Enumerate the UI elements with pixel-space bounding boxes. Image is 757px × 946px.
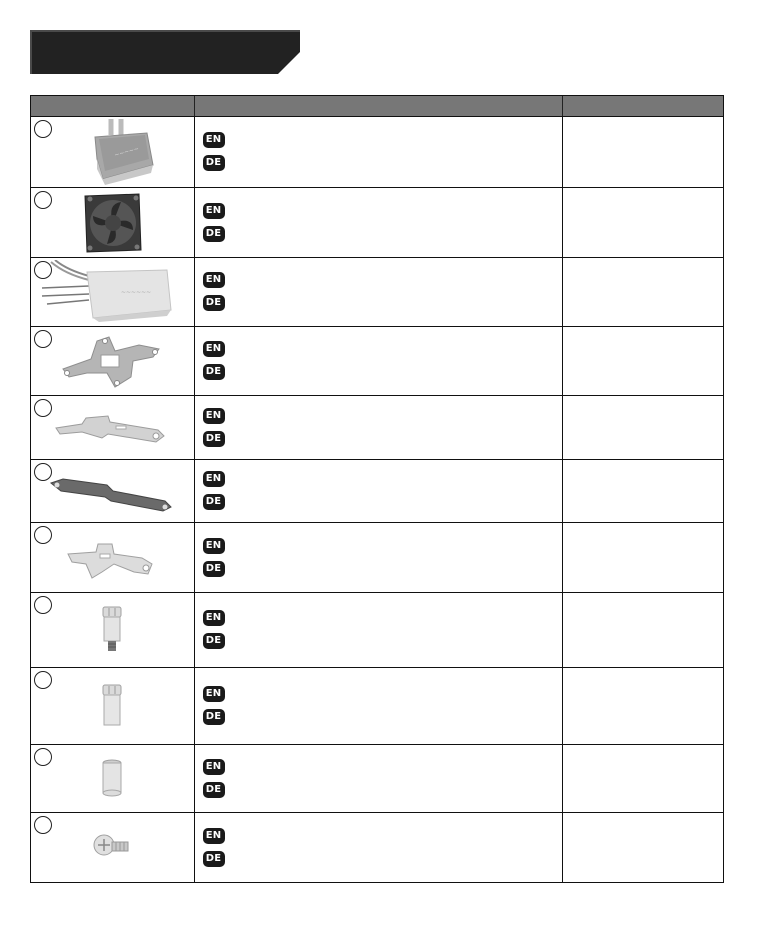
part-quantity-cell (563, 460, 723, 522)
english-line (203, 408, 225, 424)
part-description-cell (195, 327, 564, 395)
header-col-quantity (563, 96, 723, 116)
pump-block-icon (57, 119, 167, 185)
de-language-badge: DE (203, 494, 225, 510)
table-row (31, 326, 723, 395)
english-line (203, 341, 225, 357)
table-row (31, 187, 723, 257)
svg-text:~~~~~: ~~~~~ (113, 145, 140, 159)
part-image-cell (31, 668, 195, 744)
english-line (203, 538, 225, 554)
standoff-screw-icon (97, 605, 127, 655)
en-language-badge: EN (203, 132, 225, 148)
parts-table (30, 95, 724, 883)
part-description-cell (195, 117, 564, 187)
part-image-cell (31, 327, 195, 395)
part-description-cell (195, 668, 564, 744)
part-number-circle (34, 596, 52, 614)
part-quantity-cell (563, 813, 723, 882)
table-row (31, 522, 723, 592)
de-language-badge: DE (203, 851, 225, 867)
svg-text:~~~~~~: ~~~~~~ (121, 289, 152, 296)
part-quantity-cell (563, 668, 723, 744)
english-line (203, 471, 225, 487)
header-col-description (195, 96, 564, 116)
part-image-cell (31, 745, 195, 812)
en-language-badge: EN (203, 610, 225, 626)
table-row (31, 667, 723, 744)
part-image-cell (31, 593, 195, 667)
en-language-badge: EN (203, 203, 225, 219)
part-quantity-cell (563, 117, 723, 187)
german-line (203, 494, 225, 510)
en-language-badge: EN (203, 538, 225, 554)
part-number-circle (34, 330, 52, 348)
part-quantity-cell (563, 745, 723, 812)
table-row (31, 459, 723, 522)
table-row (31, 592, 723, 667)
en-language-badge: EN (203, 686, 225, 702)
part-description-cell (195, 188, 564, 257)
english-line (203, 203, 225, 219)
table-body (30, 117, 724, 883)
german-line (203, 364, 225, 380)
fan-icon (77, 190, 147, 256)
de-language-badge: DE (203, 431, 225, 447)
en-language-badge: EN (203, 828, 225, 844)
german-line (203, 295, 225, 311)
backplate-icon (57, 333, 167, 389)
en-language-badge: EN (203, 408, 225, 424)
part-description-cell (195, 460, 564, 522)
table-row (31, 117, 723, 187)
part-image-cell (31, 396, 195, 459)
de-language-badge: DE (203, 364, 225, 380)
part-quantity-cell (563, 523, 723, 592)
part-description-cell (195, 396, 564, 459)
english-line (203, 272, 225, 288)
part-description-cell (195, 745, 564, 812)
part-number-circle (34, 816, 52, 834)
bracket-light-icon (52, 408, 172, 448)
part-quantity-cell (563, 188, 723, 257)
de-language-badge: DE (203, 561, 225, 577)
en-language-badge: EN (203, 759, 225, 775)
german-line (203, 782, 225, 798)
part-number-circle (34, 526, 52, 544)
english-line (203, 828, 225, 844)
german-line (203, 633, 225, 649)
table-row (31, 257, 723, 326)
german-line (203, 155, 225, 171)
part-image-cell (31, 460, 195, 522)
de-language-badge: DE (203, 155, 225, 171)
german-line (203, 851, 225, 867)
standoff-nut-icon (97, 681, 127, 731)
part-number-circle (34, 748, 52, 766)
table-header (30, 95, 724, 117)
de-language-badge: DE (203, 295, 225, 311)
table-row (31, 812, 723, 882)
part-number-circle (34, 191, 52, 209)
part-description-cell (195, 813, 564, 882)
en-language-badge: EN (203, 471, 225, 487)
part-number-circle (34, 120, 52, 138)
thumb-screw-icon (92, 833, 132, 863)
small-bracket-icon (62, 532, 162, 584)
english-line (203, 132, 225, 148)
part-quantity-cell (563, 327, 723, 395)
section-title-tab (30, 30, 300, 74)
german-line (203, 226, 225, 242)
german-line (203, 709, 225, 725)
part-quantity-cell (563, 593, 723, 667)
part-image-cell (31, 258, 195, 326)
part-description-cell (195, 258, 564, 326)
en-language-badge: EN (203, 272, 225, 288)
english-line (203, 610, 225, 626)
part-number-circle (34, 399, 52, 417)
german-line (203, 561, 225, 577)
part-quantity-cell (563, 396, 723, 459)
part-image-cell (31, 813, 195, 882)
part-image-cell (31, 117, 195, 187)
part-quantity-cell (563, 258, 723, 326)
spacer-icon (97, 757, 127, 801)
english-line (203, 686, 225, 702)
de-language-badge: DE (203, 633, 225, 649)
de-language-badge: DE (203, 709, 225, 725)
bracket-dark-icon (47, 469, 177, 513)
english-line (203, 759, 225, 775)
part-description-cell (195, 593, 564, 667)
en-language-badge: EN (203, 341, 225, 357)
part-image-cell (31, 523, 195, 592)
de-language-badge: DE (203, 226, 225, 242)
table-row (31, 395, 723, 459)
de-language-badge: DE (203, 782, 225, 798)
german-line (203, 431, 225, 447)
controller-hub-icon (37, 260, 187, 324)
header-col-image (31, 96, 195, 116)
table-row (31, 744, 723, 812)
part-description-cell (195, 523, 564, 592)
part-number-circle (34, 671, 52, 689)
part-image-cell (31, 188, 195, 257)
